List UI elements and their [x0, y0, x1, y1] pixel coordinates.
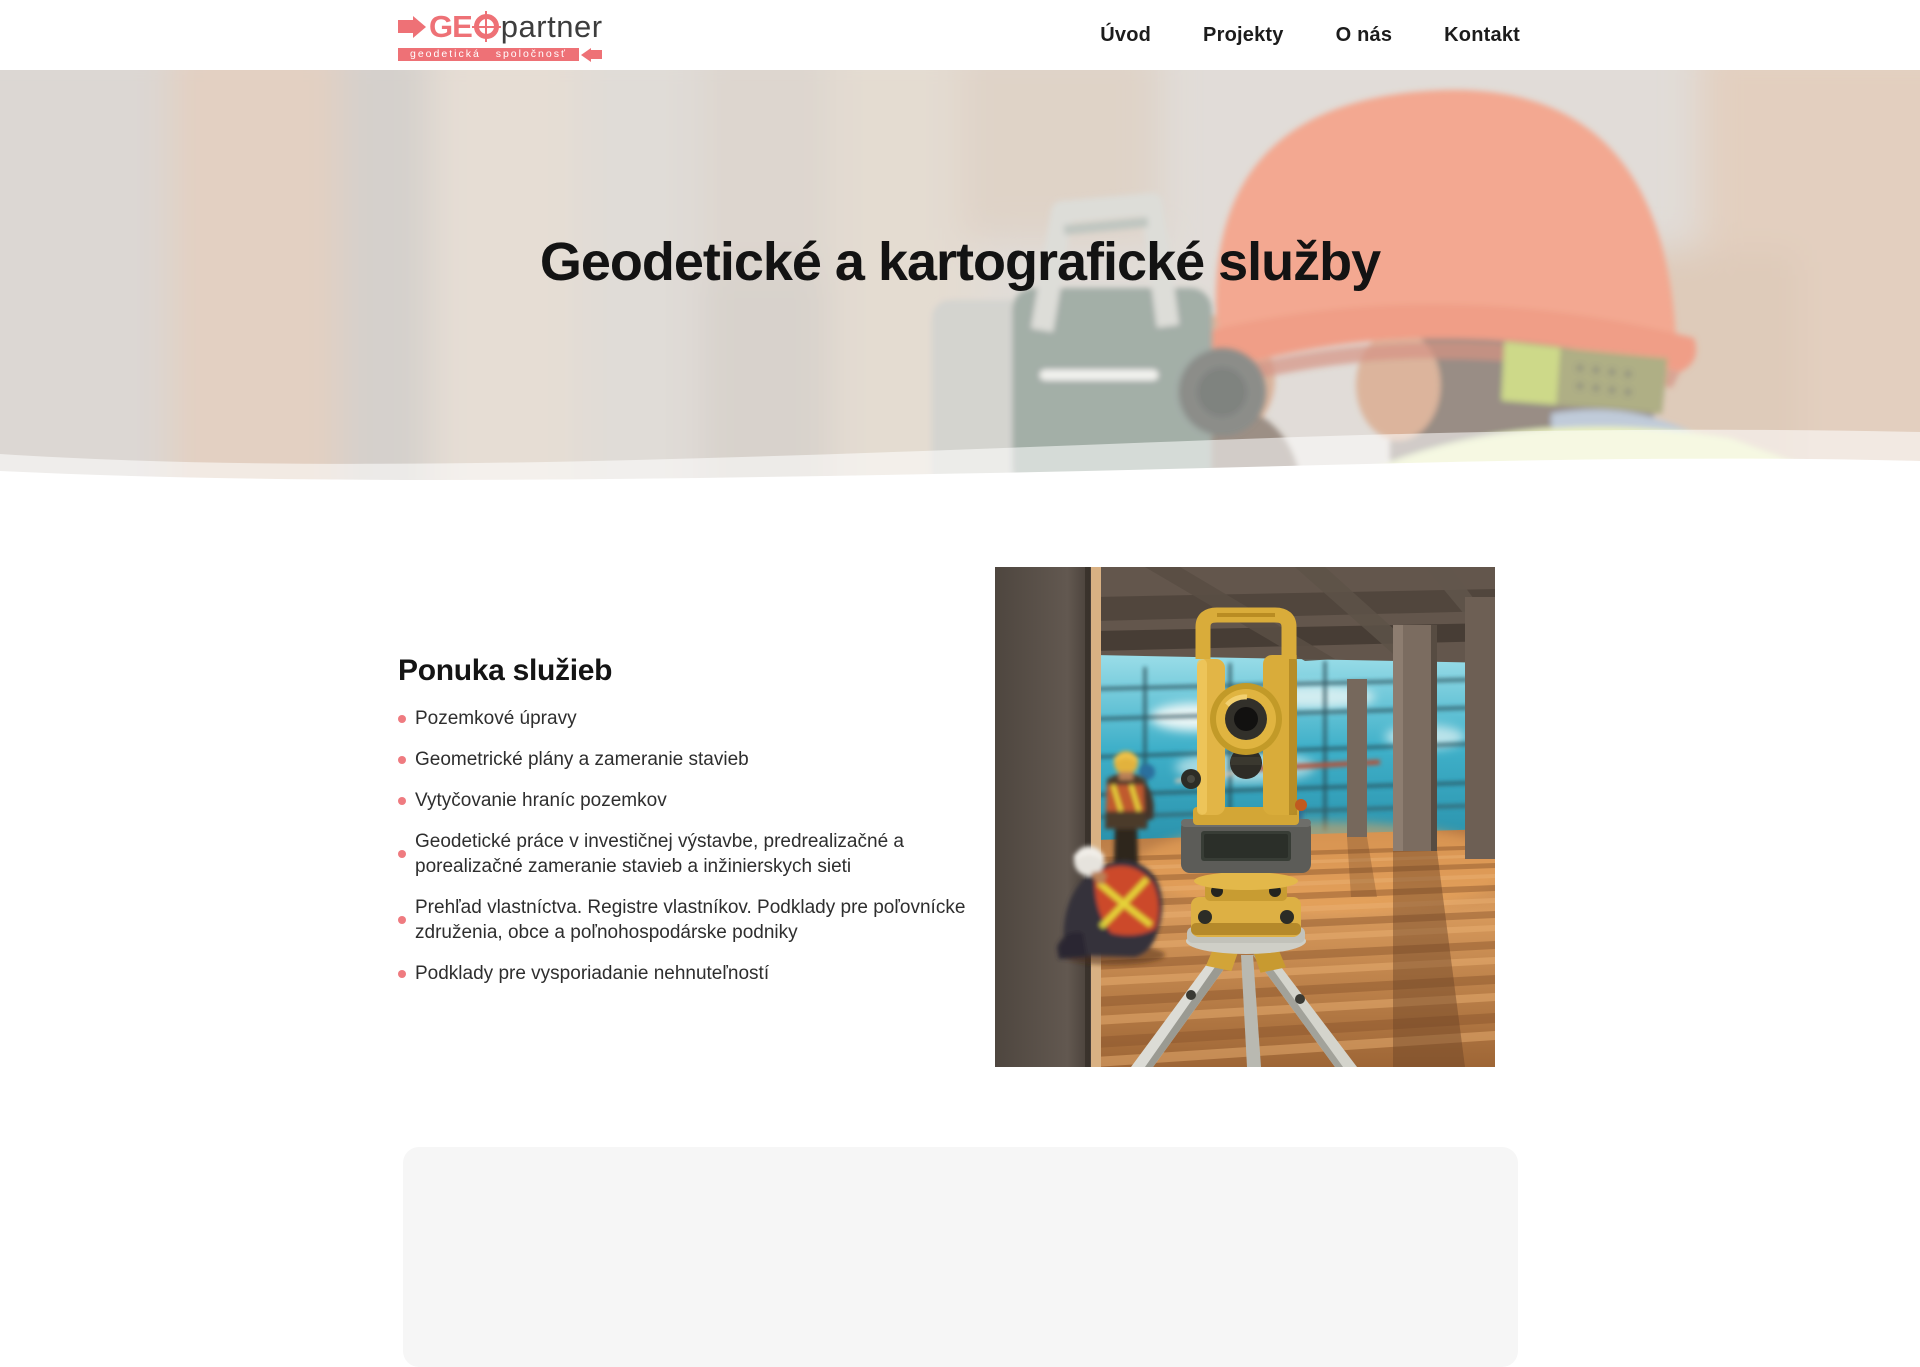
main-nav	[1100, 24, 1520, 47]
list-item: Pozemkové úpravy	[398, 706, 1018, 731]
arrow-right-icon	[398, 16, 426, 38]
logo[interactable]	[398, 9, 603, 62]
construction-photo	[995, 567, 1495, 1067]
logo-tagline: geodetická spoločnosť	[410, 48, 567, 61]
services-list	[398, 706, 1018, 986]
bullet-icon	[398, 797, 406, 805]
list-item: Podklady pre vysporiadanie nehnuteľností	[398, 961, 1018, 986]
list-item: Geometrické plány a zameranie stavieb	[398, 747, 1018, 772]
list-item: Geodetické práce v investičnej výstavbe, predrealizačné a porealizačné zameranie stavieb a inžinierskych sieti	[398, 829, 1018, 879]
services-section	[398, 652, 1018, 986]
crosshair-icon	[474, 14, 499, 39]
logo-text-partner: partner	[500, 9, 603, 44]
logo-tagline-bar	[398, 48, 579, 61]
bullet-icon	[398, 756, 406, 764]
logo-text-geo: GE	[429, 9, 472, 44]
bullet-icon	[398, 916, 406, 924]
page-title: Geodetické a kartografické služby	[539, 232, 1381, 292]
bullet-icon	[398, 970, 406, 978]
hero-section	[0, 70, 1920, 490]
arrow-left-icon	[581, 48, 602, 62]
list-item: Prehľad vlastníctva. Registre vlastníkov. Podklady pre poľovnícke združenia, obce a poľnohospodárske podniky	[398, 895, 1018, 945]
theodolite-image	[995, 567, 1495, 1067]
bullet-icon	[398, 715, 406, 723]
bottom-card	[403, 1147, 1518, 1367]
list-item: Vytyčovanie hraníc pozemkov	[398, 788, 1018, 813]
nav-item[interactable]: Projekty	[1203, 23, 1284, 46]
nav-item[interactable]: Úvod	[1100, 23, 1152, 46]
nav-item[interactable]: Kontakt	[1444, 23, 1520, 46]
services-heading: Ponuka služieb	[398, 654, 613, 687]
nav-item[interactable]: O nás	[1335, 23, 1393, 46]
header	[0, 0, 1920, 70]
bullet-icon	[398, 850, 406, 858]
